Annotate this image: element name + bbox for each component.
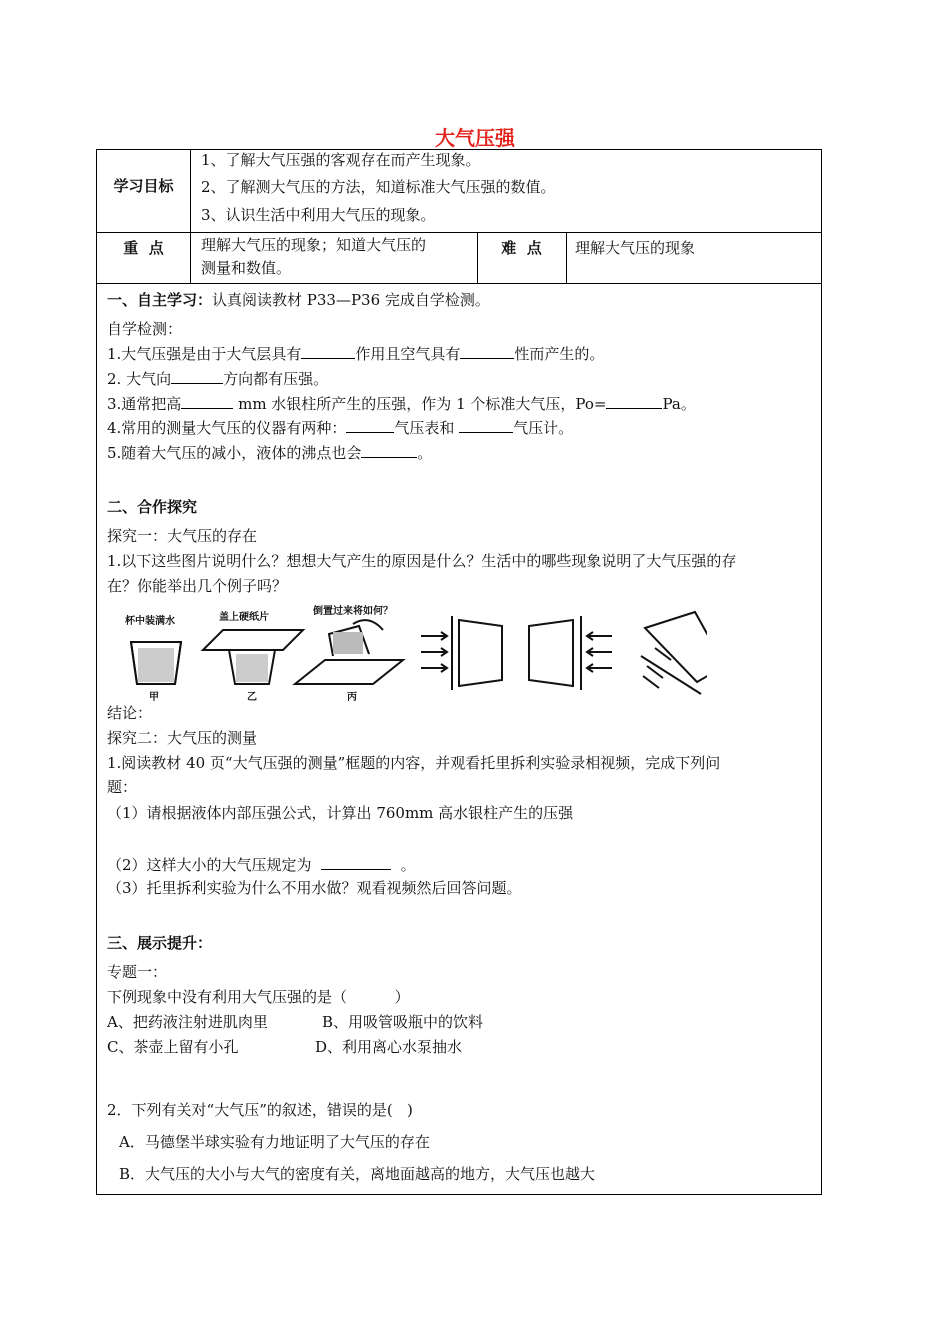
option: D、利用离心水泵抽水 [315,1038,463,1056]
question-text: 在？你能举出几个例子吗？ [107,577,288,595]
question: 4.常用的测量大气压的仪器有两种： 气压表和 气压计。 [107,419,574,437]
column-divider [190,150,191,283]
figure-caption: 盖上硬纸片 [219,612,269,623]
section-heading: 一、自主学习：认真阅读教材 P33—P36 完成自学检测。 [107,291,490,309]
cup-figure-jia [131,642,181,684]
goals-label: 学习目标 [113,177,174,195]
answer-blank[interactable] [321,855,391,870]
option: C、茶壶上留有小孔 [107,1038,239,1056]
answer-blank[interactable] [171,369,223,384]
conclusion-label: 结论： [107,704,153,722]
side-pressure-figure [529,616,612,690]
column-divider [566,232,567,283]
difficulty-text: 理解大气压的现象 [575,239,696,257]
answer-blank[interactable] [301,344,355,359]
figure-caption: 杯中装满水 [125,616,175,627]
option: B、用吸管吸瓶中的饮料 [322,1013,484,1031]
option: A．马德堡半球实验有力地证明了大气压的存在 [119,1133,430,1151]
difficulty-label: 难 点 [501,239,542,257]
page-title: 大气压强 [435,126,515,150]
figure-label: 乙 [247,692,257,703]
question-text: 1.阅读教材 40 页“大气压强的测量”框题的内容，并观看托里拆利实验录相视频，完成下列问 [107,754,721,772]
sub-question: （1）请根据液体内部压强公式，计算出 760mm 高水银柱产生的压强 [107,804,574,822]
self-check-label: 自学检测： [107,320,183,338]
goal-item: 1、了解大气压强的客观存在而产生现象。 [201,151,481,169]
question: 3.通常把高 mm 水银柱所产生的压强，作为 1 个标准大气压，Po= Pa。 [107,395,696,413]
question-text: 题： [107,778,138,796]
question: 1.大气压强是由于大气层具有 作用且空气具有 性而产生的。 [107,345,605,363]
side-pressure-figure [421,616,502,690]
figure-label: 甲 [149,692,159,703]
answer-blank[interactable] [346,418,394,433]
goal-item: 3、认识生活中利用大气压的现象。 [201,206,436,224]
explore-title: 探究一：大气压的存在 [107,527,258,545]
row-divider [97,232,821,233]
worksheet-table [96,149,822,1195]
question: 2. 大气向 方向都有压强。 [107,370,329,388]
figure-label: 丙 [347,692,357,703]
keypoint-text: 理解大气压的现象；知道大气压的 [201,236,427,254]
sub-question: （2）这样大小的大气压规定为 。 [107,856,416,874]
explore-title: 探究二：大气压的测量 [107,729,258,747]
question-text: 下例现象中没有利用大气压强的是（ ） [107,988,410,1006]
cup-figure-yi [203,630,303,684]
figure-caption: 倒置过来将如何？ [313,606,393,617]
question-text: 2．下列有关对“大气压”的叙述，错误的是( ) [107,1101,413,1119]
keypoint-text: 测量和数值。 [201,259,292,277]
cup-figure-bing [295,620,403,684]
goal-item: 2、了解测大气压的方法，知道标准大气压强的数值。 [201,178,556,196]
answer-blank[interactable] [460,344,514,359]
answer-blank[interactable] [606,394,662,409]
option: A、把药液注射进肌肉里 [107,1013,268,1031]
question-text: 1.以下这些图片说明什么？想想大气产生的原因是什么？生活中的哪些现象说明了大气压强的存 [107,552,737,570]
answer-blank[interactable] [181,394,233,409]
section-heading: 二、合作探究 [107,498,198,516]
tilted-cup-figure [641,612,707,694]
sub-question: （3）托里拆利实验为什么不用水做？观看视频然后回答问题。 [107,879,522,897]
answer-blank[interactable] [361,443,417,458]
topic-label: 专题一： [107,963,168,981]
row-divider [97,283,821,284]
option: B．大气压的大小与大气的密度有关，离地面越高的地方，大气压也越大 [119,1165,596,1183]
experiment-figures [107,604,707,704]
question: 5.随着大气压的减小，液体的沸点也会 。 [107,444,433,462]
answer-blank[interactable] [459,418,513,433]
keypoint-label: 重 点 [123,239,164,257]
section-heading: 三、展示提升： [107,934,213,952]
